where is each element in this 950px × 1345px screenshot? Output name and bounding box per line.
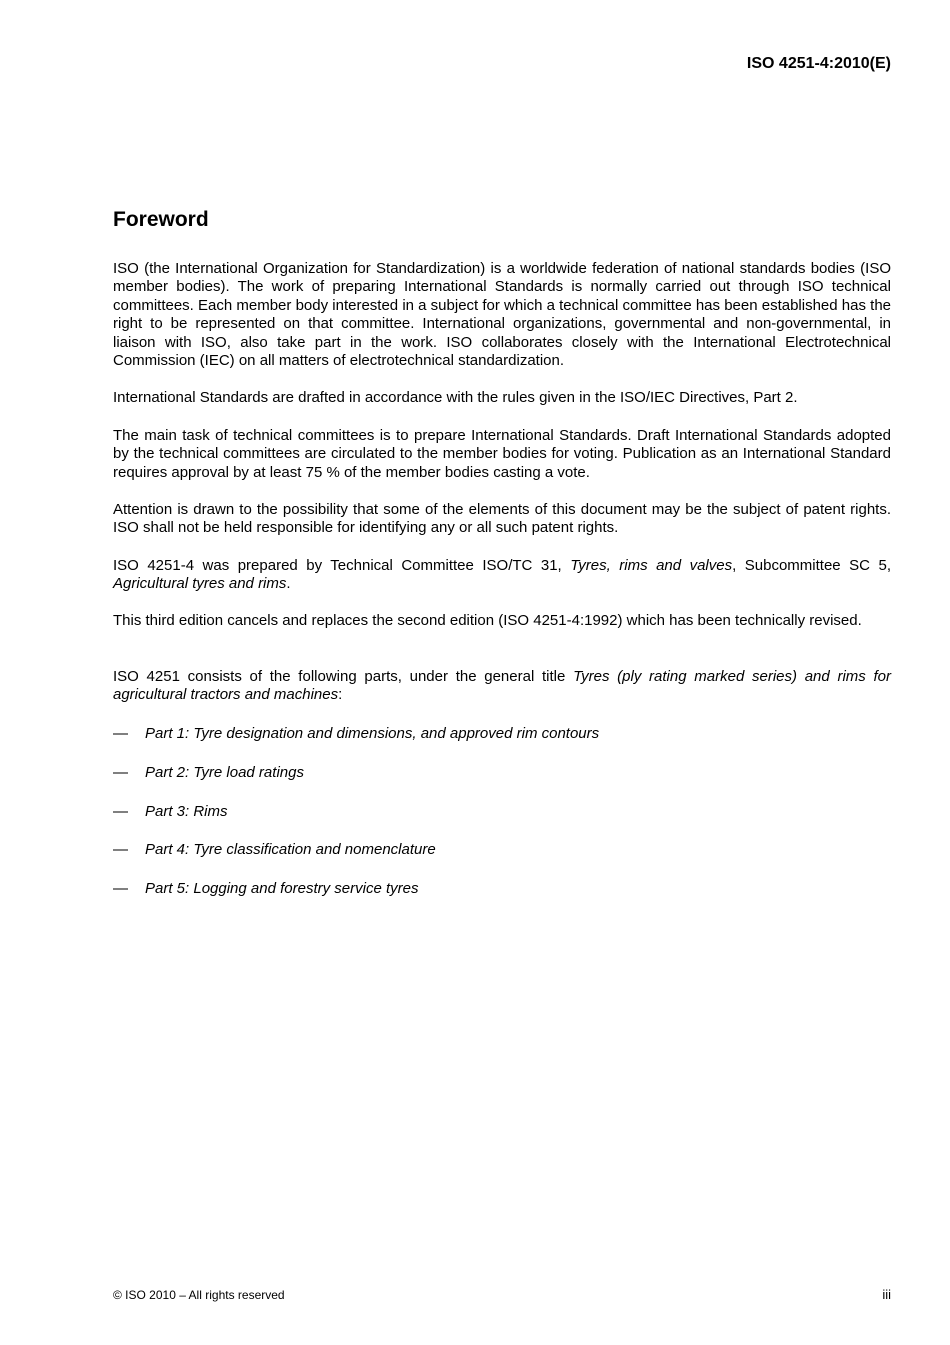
list-item [113, 880, 418, 898]
paragraph-iso-intro: ISO (the International Organization for Standardization) is a worldwide federation of national standards bodies (ISO member bodies). The work of preparing International Standards is normally carried out through ISO technical committees. Each member body interested in a subject for which a technical committee has been established has the right to be represented on that committee. International organizations, governmental and non-governmental, in liaison with ISO, also take part in the work. ISO collaborates closely with the International Electrotechnical Commission (IEC) on all matters of electrotechnical standardization. [113, 260, 891, 370]
paragraph-committees: The main task of technical committees is to prepare International Standards. Draft International Standards adopted by the technical committees are circulated to the member bodies for voting. Publication as an International Standard requires approval by at least 75 % of the member bodies casting a vote. [113, 427, 891, 481]
list-item-text: Part 3: Rims [145, 803, 228, 820]
list-item [113, 803, 228, 821]
text: ISO 4251 consists of the following parts, under the general title [113, 668, 574, 685]
committee-title: Tyres, rims and valves [570, 557, 733, 574]
list-item [113, 841, 436, 859]
paragraph-prepared-by [113, 557, 891, 594]
paragraph-patent: Attention is drawn to the possibility that some of the elements of this document may be the subject of patent rights. ISO shall not be held responsible for identifying any or all such patent rights. [113, 501, 891, 537]
dash-bullet: — [113, 725, 128, 742]
list-item-text: Part 1: Tyre designation and dimensions, and approved rim contours [145, 725, 600, 742]
text: , Subcommittee SC 5, [732, 557, 891, 574]
text: : [338, 686, 343, 704]
document-id-header: ISO 4251-4:2010(E) [746, 55, 891, 72]
page-title: Foreword [113, 208, 209, 231]
dash-bullet: — [113, 803, 128, 820]
copyright-footer: © ISO 2010 – All rights reserved [113, 1288, 285, 1302]
dash-bullet: — [113, 764, 128, 781]
list-item [113, 764, 304, 782]
dash-bullet: — [113, 880, 128, 897]
dash-bullet: — [113, 841, 128, 858]
list-item-text: Part 5: Logging and forestry service tyres [145, 880, 419, 897]
list-item-text: Part 2: Tyre load ratings [145, 764, 304, 781]
paragraph-directives: International Standards are drafted in accordance with the rules given in the ISO/IEC Directives, Part 2. [113, 389, 798, 406]
paragraph-edition: This third edition cancels and replaces the second edition (ISO 4251-4:1992) which has been technically revised. [113, 612, 862, 629]
page-number: iii [882, 1287, 891, 1302]
text: ISO 4251-4 was prepared by Technical Committee ISO/TC 31, [113, 557, 571, 574]
paragraph-parts-intro [113, 668, 891, 705]
list-item-text: Part 4: Tyre classification and nomenclature [145, 841, 436, 858]
text: . [286, 575, 291, 593]
subcommittee-title: Agricultural tyres and rims [113, 575, 287, 593]
general-title: Tyres (ply rating marked series) and rims for agricultural tractors and machines [113, 668, 891, 704]
list-item [113, 725, 599, 743]
